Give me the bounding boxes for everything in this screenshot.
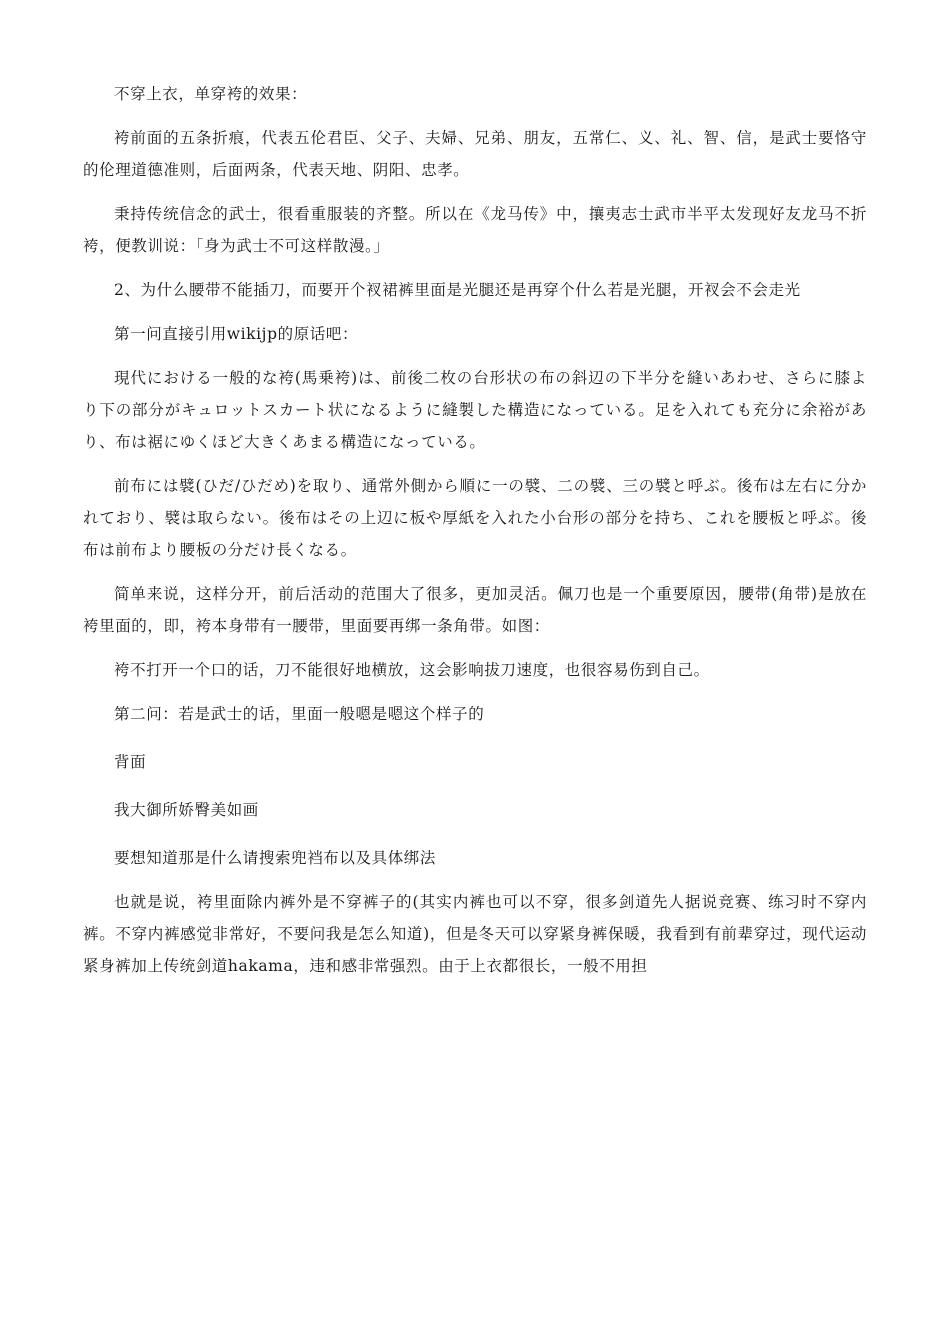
paragraph-five-pleats: 袴前面的五条折痕，代表五伦君臣、父子、夫婦、兄弟、朋友，五常仁、义、礼、智、信，是武士要恪守的伦理道德准则，后面两条，代表天地、阴阳、忠孝。 [83, 129, 867, 179]
paragraph-search-hint: 要想知道那是什么请搜索兜裆布以及具体绑法 [114, 849, 437, 867]
paragraph-wikijp-intro: 第一问直接引用wikijp的原话吧： [114, 325, 359, 343]
paragraph-sword-opening: 袴不打开一个口的话，刀不能很好地横放，这会影响拔刀速度，也很容易伤到自己。 [114, 661, 710, 679]
paragraph-ryoma-anecdote: 秉持传统信念的武士，很看重服装的齐整。所以在《龙马传》中，攘夷志士武市半平太发现好友龙马不折袴，便教训说：「身为武士不可这样散漫。」 [83, 205, 867, 255]
paragraph-underwear: 也就是说，袴里面除内裤外是不穿裤子的(其实内裤也可以不穿，很多剑道先人据说竞赛、练习时不穿内裤。不穿内裤感觉非常好，不要问我是怎么知道)，但是冬天可以穿紧身裤保暖，我看到有前辈穿过，现代运动紧身裤加上传统剑道hakama，违和感非常强烈。由于上衣都很长，一般不用担 [83, 893, 867, 975]
paragraph-second-question: 第二问：若是武士的话，里面一般嗯是嗯这个样子的 [114, 705, 485, 723]
paragraph-caption: 我大御所娇臀美如画 [114, 801, 259, 819]
paragraph-no-top-effect: 不穿上衣，单穿袴的效果： [114, 85, 308, 103]
paragraph-japanese-quote-1: 現代における一般的な袴(馬乗袴)は、前後二枚の台形状の布の斜辺の下半分を縫いあわせ、さらに膝より下の部分がキュロットスカート状になるように縫製した構造になっている。足を入れても充分に余裕があり、布は裾にゆくほど大きくあまる構造になっている。 [83, 369, 867, 451]
paragraph-simple-explanation: 简单来说，这样分开，前后活动的范围大了很多，更加灵活。佩刀也是一个重要原因，腰带(角带)是放在袴里面的，即，袴本身带有一腰带，里面要再绑一条角带。如图： [83, 585, 867, 635]
paragraph-back-view: 背面 [114, 753, 147, 771]
paragraph-question-2: 2、为什么腰带不能插刀，而要开个衩裙裤里面是光腿还是再穿个什么若是光腿，开衩会不会走光 [114, 281, 801, 299]
paragraph-japanese-quote-2: 前布には襞(ひだ/ひだめ)を取り、通常外側から順に一の襞、二の襞、三の襞と呼ぶ。後布は左右に分かれており、襞は取らない。後布はその上辺に板や厚紙を入れた小台形の部分を持ち、これを腰板と呼ぶ。後布は前布より腰板の分だけ長くなる。 [83, 477, 867, 559]
document-body [83, 78, 867, 994]
